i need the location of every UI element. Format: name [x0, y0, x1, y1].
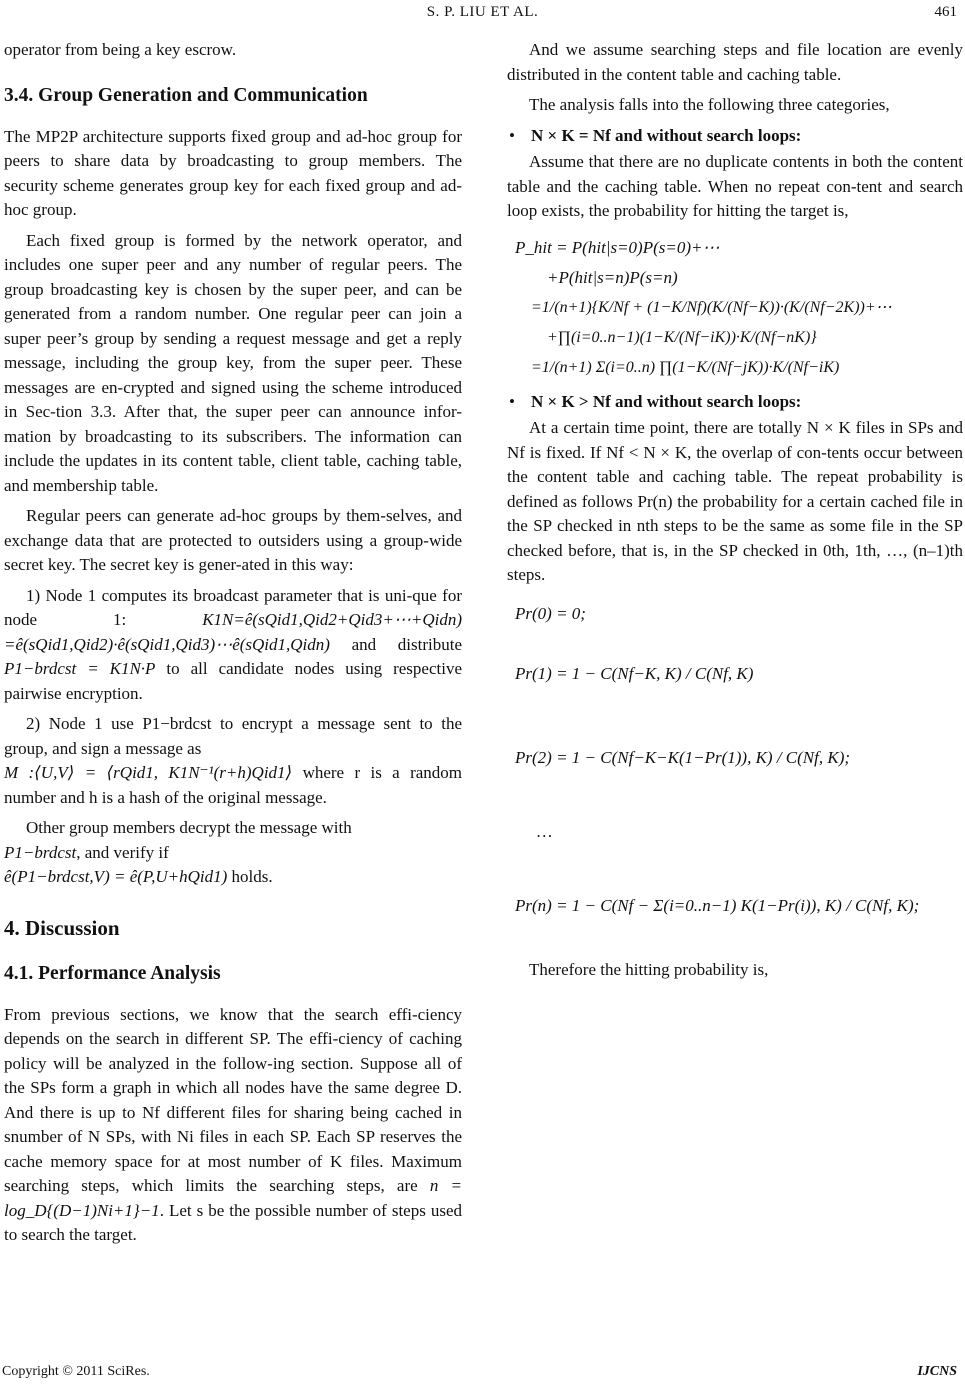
page-header — [0, 0, 965, 24]
text: where r is a random number and h is a hash of the original message. — [4, 763, 462, 807]
equation-block — [507, 236, 963, 380]
page-number: 461 — [934, 4, 957, 20]
subsection-heading: 4.1. Performance Analysis — [4, 962, 221, 984]
equation: =ê(sQid1,Qid2)·ê(sQid1,Qid3)⋯ê(sQid1,Qidn) — [4, 634, 330, 654]
equation-line: … — [537, 821, 553, 841]
paragraph — [4, 816, 462, 890]
equation: P1−brdcst — [4, 842, 77, 862]
section-heading: 4. Discussion — [4, 915, 120, 940]
paragraph: Each fixed group is formed by the network operator, and includes one super peer and any number of regular peers. The group broadcasting key is chosen by the super peer, and can be generated from a random number. One regular peer can join a super peer’s group by sending a request message and get a reply message, including the group key, from the super peer. These messages are en-crypted and signed using the scheme introduced in Sec-tion 3.3. After that, the super peer can announce infor-mation by broadcasting to its subscribers. The information can include the updates in its content table, client table, caching table, and membership table. — [4, 230, 462, 495]
equation-line: P_hit = P(hit|s=0)P(s=0)+⋯ — [515, 237, 720, 257]
text: 2) Node 1 use P1−brdcst to encrypt a message sent to the group, and sign a message as — [4, 714, 462, 758]
equation: K1N=ê(sQid1,Qid2+Qid3+⋯+Qidn) — [202, 610, 462, 629]
copyright: Copyright © 2011 SciRes. — [2, 1364, 150, 1379]
equation-line: =1/(n+1) Σ(i=0..n) ∏(1−K/(Nf−jK))·K/(Nf−iK) — [531, 358, 840, 376]
equation: n = log_D{(D−1)Ni+1}−1 — [4, 1176, 463, 1220]
equation-line: Pr(1) = 1 − C(Nf−K, K) / C(Nf, K) — [515, 663, 754, 683]
bullet-text: N × K > Nf and without search loops: — [531, 391, 802, 411]
equation: M :⟨U,V⟩ = ⟨rQid1, K1N⁻¹(r+h)Qid1⟩ — [4, 763, 293, 782]
equation-line: +P(hit|s=n)P(s=n) — [547, 267, 678, 287]
paragraph — [4, 712, 462, 810]
paragraph: And we assume searching steps and file location are evenly distributed in the content table and caching table. — [507, 40, 963, 84]
equation-block — [507, 602, 963, 918]
text: holds. — [231, 867, 273, 886]
paragraph: The analysis falls into the following three categories, — [529, 95, 890, 114]
bullet-text: N × K = Nf and without search loops: — [531, 125, 802, 145]
bullet-icon: • — [509, 125, 515, 145]
equation-line: Pr(2) = 1 − C(Nf−K−K(1−Pr(1)), K) / C(Nf, K); — [515, 747, 851, 767]
bullet-item — [507, 390, 963, 415]
left-column — [4, 38, 462, 1254]
equation-line: Pr(n) = 1 − C(Nf − Σ(i=0..n−1) K(1−Pr(i)), K) / C(Nf, K); — [515, 895, 920, 915]
bullet-item — [507, 124, 963, 149]
section-heading: 3.4. Group Generation and Communication — [4, 84, 368, 106]
page-footer — [0, 1362, 965, 1384]
text: , and verify if — [76, 842, 169, 862]
text: . Let s be the possible number of steps used to search the target. — [4, 1200, 462, 1244]
text: distribute — [397, 634, 462, 654]
text: 1) Node 1 computes its broadcast parameter that is uni-que for node 1: — [4, 585, 462, 629]
paragraph: Regular peers can generate ad-hoc groups by them-selves, and exchange data that are protected to outsiders using a group-wide secret key. The secret key is gener-ated in this way: — [4, 506, 462, 574]
text: to all candidate nodes using respective pairwise encryption. — [4, 659, 463, 703]
paragraph: At a certain time point, there are totally N × K files in SPs and Nf is fixed. If Nf < N × K, the overlap of con-tents occur between the content table and caching table. The repeat probability is defined as follows Pr(n) the probability for a certain cached file in the SP checked in nth steps to be the same as some file in the SP checked before, that is, in the SP checked in 0th, 1th, …, (n–1)th steps. — [507, 418, 963, 584]
text: and — [351, 634, 377, 654]
right-column — [507, 38, 963, 988]
journal-name: IJCNS — [917, 1364, 957, 1379]
paragraph: The MP2P architecture supports fixed group and ad-hoc group for peers to share data by broadcasting to group members. The security scheme generates group key for each fixed group and ad-hoc group. — [4, 126, 462, 219]
equation-line: =1/(n+1){K/Nf + (1−K/Nf)(K/(Nf−K))·(K/(Nf−2K))+⋯ — [531, 298, 892, 316]
paragraph: operator from being a key escrow. — [4, 40, 237, 59]
paragraph — [4, 584, 462, 707]
running-title: S. P. LIU ET AL. — [426, 4, 539, 20]
paragraph: Assume that there are no duplicate contents in both the content table and the caching table. When no repeat con-tent and search loop exists, the probability for hitting the target is, — [507, 152, 963, 220]
bullet-icon: • — [509, 391, 515, 411]
text: Other group members decrypt the message with — [26, 818, 352, 837]
paragraph — [4, 1003, 462, 1248]
equation: ê(P1−brdcst,V) = ê(P,U+hQid1) — [4, 867, 228, 886]
equation: P1−brdcst = K1N·P — [4, 659, 156, 678]
text: From previous sections, we know that the search effi-ciency depends on the search in different SP. The effi-ciency of caching policy will be analyzed in the follow-ing section. Suppose all of the SPs form a graph in which all nodes have the same degree D. And there is up to Nf different files for sharing being cached in snumber of N SPs, with Ni files in each SP. Each SP reserves the cache memory space for at most number of K files. Maximum searching steps, which limits the searching steps, are — [4, 1004, 462, 1195]
equation-line: Pr(0) = 0; — [515, 603, 586, 623]
equation-line: +∏(i=0..n−1)(1−K/(Nf−iK))·K/(Nf−nK)} — [547, 328, 817, 346]
paragraph: Therefore the hitting probability is, — [529, 959, 769, 979]
